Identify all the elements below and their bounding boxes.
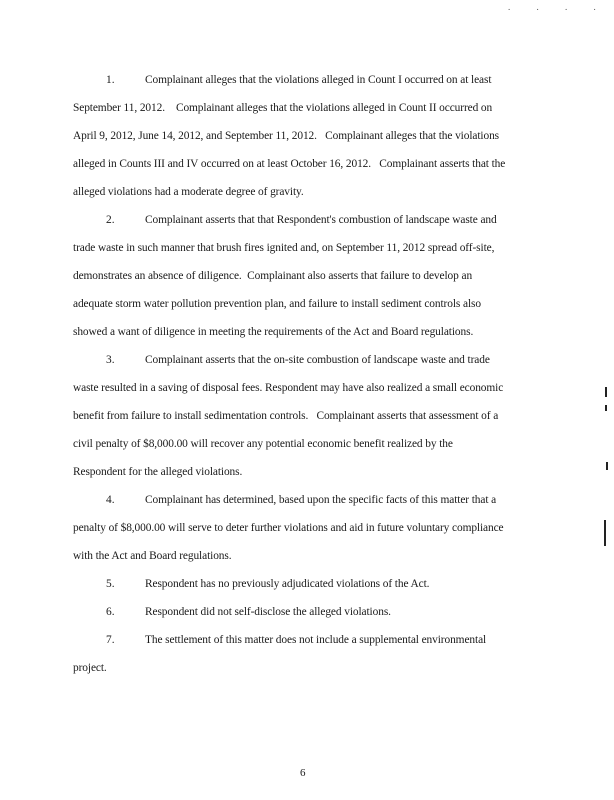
paragraph-line: penalty of $8,000.00 will serve to deter further violations and aid in future voluntary compliance [73, 522, 504, 534]
paragraph-line: September 11, 2012. Complainant alleges that the violations alleged in Count II occurred on [73, 102, 493, 114]
paragraph-number: 4. [106, 494, 115, 506]
paragraph-line: waste resulted in a saving of disposal fees. Respondent may have also realized a small economic [73, 382, 504, 394]
paragraph-line: showed a want of diligence in meeting the requirements of the Act and Board regulations. [73, 326, 474, 338]
paragraph-first-line: The settlement of this matter does not include a supplemental environmental [145, 634, 487, 646]
paragraph-first-line: Complainant alleges that the violations alleged in Count I occurred on at least [145, 74, 492, 86]
paragraph-number: 1. [106, 74, 115, 86]
scan-artifact-mark [605, 405, 607, 411]
paragraph-first-line: Complainant asserts that the on-site combustion of landscape waste and trade [145, 354, 490, 366]
paragraph-line: alleged violations had a moderate degree of gravity. [73, 186, 304, 198]
paragraph-first-line: Complainant has determined, based upon the specific facts of this matter that a [145, 494, 497, 506]
paragraph-line: civil penalty of $8,000.00 will recover any potential economic benefit realized by the [73, 438, 453, 450]
paragraph-number: 7. [106, 634, 115, 646]
paragraph-number: 5. [106, 578, 115, 590]
paragraph-number: 3. [106, 354, 115, 366]
scan-artifact-mark [604, 520, 606, 546]
paragraph-line: trade waste in such manner that brush fires ignited and, on September 11, 2012 spread off-site, [73, 242, 495, 254]
corner-scan-marks: . . . . [508, 2, 608, 12]
paragraph-number: 2. [106, 214, 115, 226]
paragraph-line: alleged in Counts III and IV occurred on at least October 16, 2012. Complainant asserts that the [73, 158, 506, 170]
paragraph-line: benefit from failure to install sedimentation controls. Complainant asserts that assessment of a [73, 410, 499, 422]
paragraph-line: April 9, 2012, June 14, 2012, and September 11, 2012. Complainant alleges that the violations [73, 130, 500, 142]
paragraph-line: adequate storm water pollution prevention plan, and failure to install sediment controls also [73, 298, 481, 310]
page-number: 6 [300, 767, 306, 779]
paragraph-line: with the Act and Board regulations. [73, 550, 232, 562]
paragraph-line: Respondent for the alleged violations. [73, 466, 243, 478]
paragraph-number: 6. [106, 606, 115, 618]
paragraph-line: demonstrates an absence of diligence. Complainant also asserts that failure to develop an [73, 270, 473, 282]
paragraph-first-line: Respondent has no previously adjudicated violations of the Act. [145, 578, 430, 590]
scan-artifact-mark [606, 462, 608, 470]
paragraph-first-line: Respondent did not self-disclose the alleged violations. [145, 606, 391, 618]
scan-artifact-mark [605, 387, 607, 397]
paragraph-line: project. [73, 662, 107, 674]
paragraph-first-line: Complainant asserts that that Respondent's combustion of landscape waste and [145, 214, 497, 226]
